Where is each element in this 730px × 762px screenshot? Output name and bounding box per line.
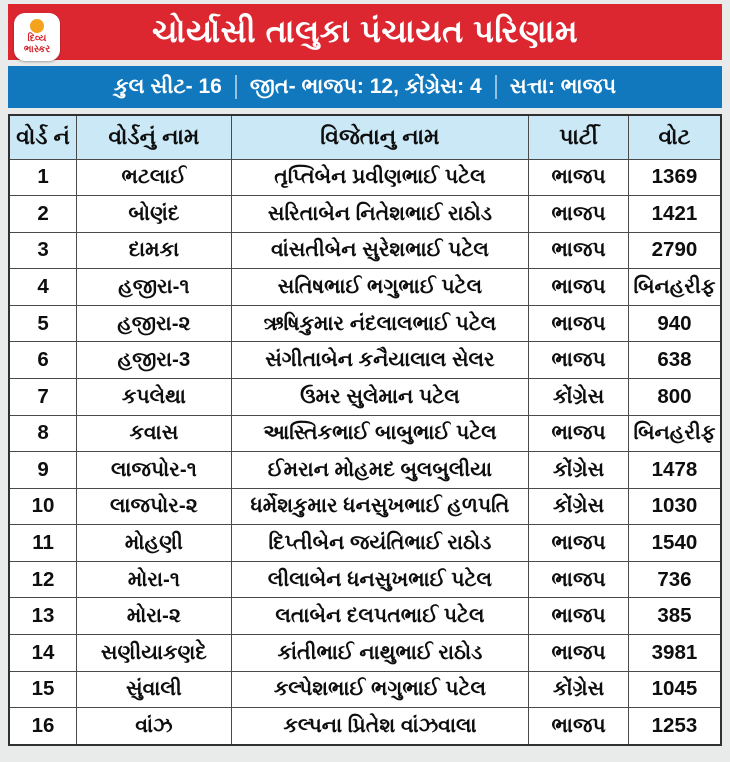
divider xyxy=(495,75,497,99)
summary-bar xyxy=(8,66,722,108)
cell-ward-no: 12 xyxy=(9,561,77,598)
col-header-ward-name: વોર્ડનું નામ xyxy=(77,115,232,159)
col-header-ward-no: વોર્ડ નં xyxy=(9,115,77,159)
table-row xyxy=(9,415,721,452)
cell-party: ભાજપ xyxy=(529,159,629,196)
cell-ward-name: ભટલાઈ xyxy=(77,159,232,196)
cell-winner-name: દિપ્તીબેન જયંતિભાઈ રાઠોડ xyxy=(231,525,529,562)
cell-party: ભાજપ xyxy=(529,342,629,379)
cell-ward-no: 1 xyxy=(9,159,77,196)
results-table xyxy=(8,114,722,746)
cell-winner-name: લીલાબેન ધનસુખભાઈ પટેલ xyxy=(231,561,529,598)
cell-ward-name: મોહણી xyxy=(77,525,232,562)
cell-ward-no: 7 xyxy=(9,378,77,415)
cell-winner-name: ઈમરાન મોહમદ બુલબુલીયા xyxy=(231,452,529,489)
cell-ward-no: 5 xyxy=(9,305,77,342)
cell-ward-no: 2 xyxy=(9,196,77,233)
cell-votes: 1369 xyxy=(628,159,721,196)
cell-ward-no: 8 xyxy=(9,415,77,452)
cell-party: ભાજપ xyxy=(529,269,629,306)
cell-ward-no: 16 xyxy=(9,708,77,745)
cell-ward-name: સુંવાલી xyxy=(77,671,232,708)
page-title: ચોર્યાસી તાલુકા પંચાયત પરિણામ xyxy=(151,13,579,49)
table-row xyxy=(9,561,721,598)
cell-party: ભાજપ xyxy=(529,525,629,562)
cell-ward-no: 10 xyxy=(9,488,77,525)
col-header-party: પાર્ટી xyxy=(529,115,629,159)
divya-bhaskar-logo xyxy=(14,13,60,61)
cell-party: ભાજપ xyxy=(529,708,629,745)
cell-ward-no: 9 xyxy=(9,452,77,489)
cell-ward-name: બોણંદ xyxy=(77,196,232,233)
cell-winner-name: ધર્મેશકુમાર ધનસુખભાઈ હળપતિ xyxy=(231,488,529,525)
summary-power: સત્તા: ભાજપ xyxy=(509,75,617,98)
cell-votes: 1253 xyxy=(628,708,721,745)
cell-votes: 385 xyxy=(628,598,721,635)
cell-winner-name: વાંસતીબેન સુરેશભાઈ પટેલ xyxy=(231,232,529,269)
cell-votes: 1045 xyxy=(628,671,721,708)
cell-ward-name: લાજપોર-૧ xyxy=(77,452,232,489)
table-row xyxy=(9,159,721,196)
cell-ward-no: 14 xyxy=(9,635,77,672)
table-row xyxy=(9,488,721,525)
cell-ward-no: 6 xyxy=(9,342,77,379)
cell-ward-name: મોરા-૧ xyxy=(77,561,232,598)
cell-ward-name: સણીયાકણદે xyxy=(77,635,232,672)
cell-winner-name: કાંતીભાઈ નાથુભાઈ રાઠોડ xyxy=(231,635,529,672)
table-row xyxy=(9,635,721,672)
table-row xyxy=(9,598,721,635)
cell-votes: 638 xyxy=(628,342,721,379)
divider xyxy=(235,75,237,99)
cell-votes: 3981 xyxy=(628,635,721,672)
cell-party: કોંગ્રેસ xyxy=(529,378,629,415)
cell-ward-no: 15 xyxy=(9,671,77,708)
cell-votes: 736 xyxy=(628,561,721,598)
cell-winner-name: ઉમર સુલેમાન પટેલ xyxy=(231,378,529,415)
cell-votes: બિનહરીફ xyxy=(628,269,721,306)
cell-votes: 800 xyxy=(628,378,721,415)
table-row xyxy=(9,269,721,306)
table-row xyxy=(9,305,721,342)
cell-ward-name: હજીરા-3 xyxy=(77,342,232,379)
cell-party: કોંગ્રેસ xyxy=(529,671,629,708)
cell-ward-name: હજીરા-૧ xyxy=(77,269,232,306)
logo-sun-icon xyxy=(30,19,44,33)
col-header-votes: વોટ xyxy=(628,115,721,159)
cell-party: કોંગ્રેસ xyxy=(529,488,629,525)
cell-votes: 940 xyxy=(628,305,721,342)
table-row xyxy=(9,452,721,489)
cell-ward-no: 4 xyxy=(9,269,77,306)
cell-party: ભાજપ xyxy=(529,598,629,635)
table-row xyxy=(9,232,721,269)
cell-winner-name: આસ્તિકભાઈ બાબુભાઈ પટેલ xyxy=(231,415,529,452)
table-row xyxy=(9,525,721,562)
cell-party: ભાજપ xyxy=(529,232,629,269)
table-row xyxy=(9,196,721,233)
cell-votes: 1030 xyxy=(628,488,721,525)
cell-ward-name: દામકા xyxy=(77,232,232,269)
title-banner xyxy=(8,4,722,60)
table-row xyxy=(9,708,721,745)
cell-ward-no: 3 xyxy=(9,232,77,269)
logo-text-line1: દિવ્ય xyxy=(27,33,47,44)
cell-winner-name: કલ્પના પ્રિતેશ વાંઝવાલા xyxy=(231,708,529,745)
logo-text-line2: ભાસ્કર xyxy=(23,43,51,55)
cell-votes: 1540 xyxy=(628,525,721,562)
summary-total-seats: કુલ સીટ- 16 xyxy=(113,75,222,98)
cell-party: કોંગ્રેસ xyxy=(529,452,629,489)
cell-votes: બિનહરીફ xyxy=(628,415,721,452)
table-header-row xyxy=(9,115,721,159)
summary-wins: જીત- ભાજપ: 12, કોંગ્રેસ: 4 xyxy=(249,75,482,98)
table-row xyxy=(9,378,721,415)
cell-ward-name: વાંઝ xyxy=(77,708,232,745)
table-row xyxy=(9,671,721,708)
cell-winner-name: સંગીતાબેન કનૈયાલાલ સેલર xyxy=(231,342,529,379)
cell-votes: 1421 xyxy=(628,196,721,233)
cell-ward-name: લાજપોર-૨ xyxy=(77,488,232,525)
cell-winner-name: ઋષિકુમાર નંદલાલભાઈ પટેલ xyxy=(231,305,529,342)
cell-party: ભાજપ xyxy=(529,561,629,598)
cell-votes: 1478 xyxy=(628,452,721,489)
cell-winner-name: સતિષભાઈ ભગુભાઈ પટેલ xyxy=(231,269,529,306)
table-row xyxy=(9,342,721,379)
cell-winner-name: લતાબેન દલપતભાઈ પટેલ xyxy=(231,598,529,635)
cell-winner-name: સરિતાબેન નિતેશભાઈ રાઠોડ xyxy=(231,196,529,233)
cell-winner-name: તૃપ્તિબેન પ્રવીણભાઈ પટેલ xyxy=(231,159,529,196)
cell-party: ભાજપ xyxy=(529,635,629,672)
cell-party: ભાજપ xyxy=(529,415,629,452)
cell-ward-name: કવાસ xyxy=(77,415,232,452)
cell-ward-name: હજીરા-૨ xyxy=(77,305,232,342)
cell-ward-no: 11 xyxy=(9,525,77,562)
cell-votes: 2790 xyxy=(628,232,721,269)
cell-party: ભાજપ xyxy=(529,196,629,233)
cell-winner-name: કલ્પેશભાઈ ભગુભાઈ પટેલ xyxy=(231,671,529,708)
cell-ward-no: 13 xyxy=(9,598,77,635)
cell-party: ભાજપ xyxy=(529,305,629,342)
col-header-winner-name: વિજેતાનુ નામ xyxy=(231,115,529,159)
cell-ward-name: કપલેથા xyxy=(77,378,232,415)
cell-ward-name: મોરા-૨ xyxy=(77,598,232,635)
